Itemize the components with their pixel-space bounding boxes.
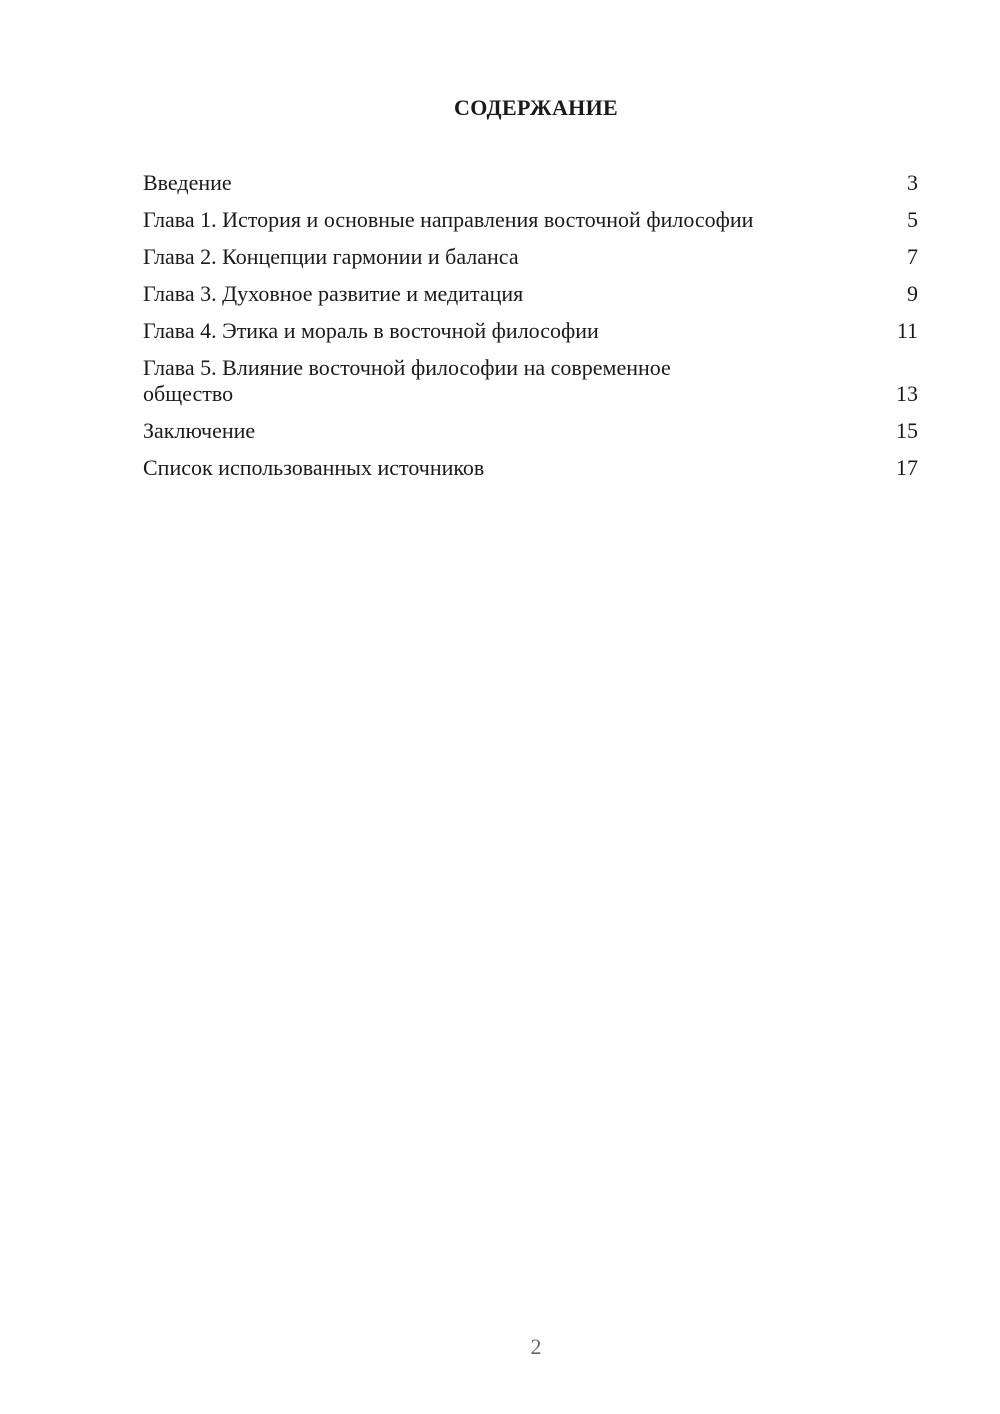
toc-entry-page: 11 bbox=[896, 318, 918, 343]
toc-entry-page: 15 bbox=[896, 418, 918, 443]
toc-entry-page: 7 bbox=[907, 244, 918, 269]
toc-entry-chapter-4 bbox=[143, 318, 918, 344]
toc-entry-text: Глава 1. История и основные направления восточной философии bbox=[143, 207, 754, 232]
toc-entry-chapter-1 bbox=[143, 207, 918, 233]
toc-title: СОДЕРЖАНИЕ bbox=[454, 95, 618, 120]
toc-entry-page: 5 bbox=[907, 207, 918, 232]
toc-list bbox=[143, 170, 918, 492]
toc-entry-chapter-5 bbox=[143, 355, 918, 407]
toc-entry-text: Список использованных источников bbox=[143, 455, 485, 480]
toc-entry-introduction bbox=[143, 170, 918, 196]
page-number: 2 bbox=[530, 1334, 542, 1359]
toc-entry-page: 17 bbox=[896, 455, 918, 480]
toc-entry-text: Глава 2. Концепции гармонии и баланса bbox=[143, 244, 519, 269]
toc-entry-text: Глава 5. Влияние восточной философии на современное общество bbox=[143, 355, 671, 406]
toc-entry-page: 3 bbox=[907, 170, 918, 195]
toc-entry-text: Глава 3. Духовное развитие и медитация bbox=[143, 281, 524, 306]
toc-entry-chapter-2 bbox=[143, 244, 918, 270]
toc-entry-text: Заключение bbox=[143, 418, 256, 443]
toc-entry-text: Глава 4. Этика и мораль в восточной философии bbox=[143, 318, 599, 343]
toc-entry-page: 9 bbox=[907, 281, 918, 306]
toc-entry-references bbox=[143, 455, 918, 481]
toc-entry-page: 13 bbox=[896, 381, 918, 406]
toc-entry-text: Введение bbox=[143, 170, 232, 195]
toc-entry-chapter-3 bbox=[143, 281, 918, 307]
toc-entry-conclusion bbox=[143, 418, 918, 444]
